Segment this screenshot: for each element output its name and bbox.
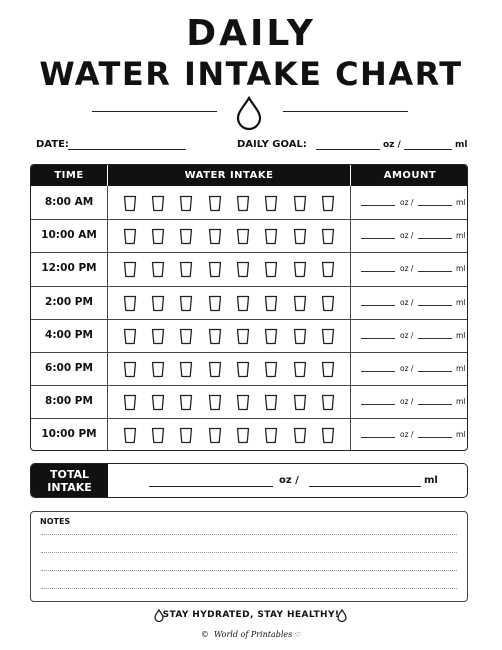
- cup-icon[interactable]: [179, 361, 193, 378]
- col-header-amount: AMOUNT: [383, 170, 437, 181]
- row-amount: [351, 418, 468, 451]
- amount-oz-field[interactable]: [361, 271, 395, 272]
- amount-oz-field[interactable]: [361, 437, 395, 438]
- title-line-1: DAILY: [186, 13, 316, 54]
- cup-icon[interactable]: [321, 261, 335, 278]
- amount-ml-field[interactable]: [418, 338, 452, 339]
- cup-icon[interactable]: [151, 427, 165, 444]
- row-time: 10:00 AM: [41, 229, 97, 242]
- date-field[interactable]: [68, 149, 186, 150]
- row-time: 6:00 PM: [45, 362, 93, 374]
- total-label-line-1: TOTAL: [49, 467, 90, 481]
- notes-line: [41, 588, 457, 589]
- cup-icon[interactable]: [151, 261, 165, 278]
- cup-icon[interactable]: [123, 328, 137, 345]
- cup-icon[interactable]: [264, 228, 278, 245]
- notes-line: [41, 552, 457, 553]
- cup-icon[interactable]: [293, 427, 307, 444]
- cup-icon[interactable]: [321, 328, 335, 345]
- date-label: DATE:: [36, 139, 69, 150]
- copyright-icon: ©: [200, 630, 209, 639]
- amount-ml-field[interactable]: [418, 371, 452, 372]
- total-ml-field[interactable]: [309, 486, 421, 487]
- amount-ml-field[interactable]: [418, 305, 452, 306]
- title-line-2: WATER INTAKE CHART: [39, 55, 463, 93]
- cup-icon[interactable]: [236, 228, 250, 245]
- daily-goal-oz-unit: oz /: [383, 140, 401, 150]
- row-time: 8:00 PM: [45, 395, 93, 408]
- row-amount: [351, 219, 468, 252]
- cup-icon[interactable]: [264, 328, 278, 345]
- table-row: [31, 186, 467, 219]
- cup-icon[interactable]: [151, 195, 165, 212]
- water-drop-icon: [337, 609, 347, 622]
- amount-oz-unit: oz /: [400, 231, 414, 241]
- row-time: 12:00 PM: [41, 262, 97, 275]
- col-header-water-intake: WATER INTAKE: [184, 170, 274, 181]
- amount-ml-field[interactable]: [418, 437, 452, 438]
- total-intake-box: [30, 463, 468, 498]
- footer-slogan: STAY HYDRATED, STAY HEALTHY!: [162, 610, 340, 620]
- cup-icon[interactable]: [321, 228, 335, 245]
- amount-oz-field[interactable]: [361, 238, 395, 239]
- amount-oz-field[interactable]: [361, 305, 395, 306]
- daily-goal-ml-unit: ml: [455, 140, 468, 150]
- total-oz-field[interactable]: [149, 486, 273, 487]
- total-ml-unit: ml: [424, 475, 438, 486]
- cup-icon[interactable]: [123, 361, 137, 378]
- amount-ml-unit: ml: [456, 330, 466, 340]
- cup-icon[interactable]: [151, 295, 165, 312]
- cup-icon[interactable]: [264, 261, 278, 278]
- cup-icon[interactable]: [123, 228, 137, 245]
- cup-icon[interactable]: [179, 261, 193, 278]
- cup-icon[interactable]: [151, 328, 165, 345]
- cup-icon[interactable]: [264, 361, 278, 378]
- cup-icon[interactable]: [123, 427, 137, 444]
- table-row: [31, 418, 467, 451]
- notes-line: [41, 534, 457, 535]
- amount-ml-unit: ml: [456, 297, 466, 307]
- cup-icon[interactable]: [208, 228, 222, 245]
- amount-oz-field[interactable]: [361, 338, 395, 339]
- cup-icon[interactable]: [179, 394, 193, 411]
- cup-icon[interactable]: [123, 261, 137, 278]
- amount-ml-unit: ml: [456, 397, 466, 407]
- cup-icon[interactable]: [208, 361, 222, 378]
- cup-icon[interactable]: [179, 328, 193, 345]
- notes-line: [41, 570, 457, 571]
- cup-icon[interactable]: [264, 394, 278, 411]
- title-divider-right: [283, 111, 408, 112]
- cup-icon[interactable]: [264, 295, 278, 312]
- row-amount: [351, 319, 468, 352]
- amount-oz-unit: oz /: [400, 430, 414, 440]
- amount-oz-unit: oz /: [400, 297, 414, 307]
- brand-name: World of Printables: [213, 630, 293, 639]
- cup-icon[interactable]: [236, 261, 250, 278]
- heart-icon: ♡: [294, 631, 302, 639]
- notes-box[interactable]: [30, 511, 468, 602]
- row-time: 2:00 PM: [45, 295, 93, 308]
- cup-icon[interactable]: [123, 394, 137, 411]
- cup-icon[interactable]: [293, 195, 307, 212]
- cup-icon[interactable]: [264, 195, 278, 212]
- daily-goal-label: DAILY GOAL:: [237, 139, 307, 150]
- daily-goal-oz-field[interactable]: [316, 149, 380, 150]
- cup-icon[interactable]: [293, 328, 307, 345]
- cup-icon[interactable]: [151, 394, 165, 411]
- cup-icon[interactable]: [293, 261, 307, 278]
- amount-ml-unit: ml: [456, 364, 466, 373]
- cup-icon[interactable]: [293, 228, 307, 245]
- amount-oz-unit: oz /: [400, 330, 414, 340]
- row-amount: [351, 352, 468, 385]
- row-time: 8:00 AM: [44, 196, 94, 208]
- cup-icon[interactable]: [208, 261, 222, 278]
- amount-ml-unit: ml: [456, 430, 466, 440]
- table-header: [31, 165, 467, 186]
- cup-icon[interactable]: [236, 394, 250, 411]
- intake-table: [30, 164, 468, 451]
- cup-icon[interactable]: [236, 295, 250, 312]
- cup-icon[interactable]: [179, 195, 193, 212]
- total-intake-label: [31, 464, 108, 497]
- cup-icon[interactable]: [321, 361, 335, 378]
- table-row: [31, 286, 467, 319]
- table-row: [31, 319, 467, 352]
- cup-icon[interactable]: [321, 295, 335, 312]
- row-time: 4:00 PM: [45, 328, 93, 341]
- cup-icon[interactable]: [151, 228, 165, 245]
- table-row: [31, 385, 467, 418]
- row-amount: [351, 186, 468, 219]
- cup-icon[interactable]: [236, 328, 250, 345]
- cup-icon[interactable]: [264, 427, 278, 444]
- row-time: 10:00 PM: [41, 428, 97, 441]
- amount-oz-field[interactable]: [361, 205, 395, 206]
- cup-icon[interactable]: [321, 394, 335, 411]
- amount-ml-unit: ml: [456, 264, 466, 274]
- total-label-line-2: INTAKE: [47, 480, 92, 494]
- amount-oz-unit: oz /: [400, 364, 414, 373]
- amount-oz-field[interactable]: [361, 371, 395, 372]
- cup-icon[interactable]: [179, 295, 193, 312]
- amount-oz-unit: oz /: [400, 264, 414, 274]
- cup-icon[interactable]: [123, 195, 137, 212]
- amount-ml-unit: ml: [456, 198, 466, 207]
- cup-icon[interactable]: [293, 394, 307, 411]
- cup-icon[interactable]: [293, 361, 307, 378]
- brand-line: [0, 630, 502, 639]
- notes-title: NOTES: [40, 517, 71, 526]
- cup-icon[interactable]: [293, 295, 307, 312]
- amount-ml-field[interactable]: [418, 404, 452, 405]
- cup-icon[interactable]: [208, 328, 222, 345]
- amount-ml-field[interactable]: [418, 238, 452, 239]
- cup-icon[interactable]: [236, 427, 250, 444]
- table-row: [31, 252, 467, 285]
- cup-icon[interactable]: [208, 427, 222, 444]
- amount-oz-unit: oz /: [400, 397, 414, 407]
- row-amount: [351, 252, 468, 285]
- cup-icon[interactable]: [179, 228, 193, 245]
- total-oz-unit: oz /: [279, 475, 299, 486]
- daily-goal-ml-field[interactable]: [404, 149, 452, 150]
- amount-ml-field[interactable]: [418, 205, 452, 206]
- cup-icon[interactable]: [208, 295, 222, 312]
- table-row: [31, 219, 467, 252]
- cup-icon[interactable]: [208, 394, 222, 411]
- cup-icon[interactable]: [236, 361, 250, 378]
- row-amount: [351, 286, 468, 319]
- title-divider-left: [92, 111, 217, 112]
- col-header-time: TIME: [54, 170, 84, 181]
- amount-oz-field[interactable]: [361, 404, 395, 405]
- row-amount: [351, 385, 468, 418]
- amount-ml-field[interactable]: [418, 271, 452, 272]
- amount-oz-unit: oz /: [400, 198, 414, 207]
- cup-icon[interactable]: [208, 195, 222, 212]
- cup-icon[interactable]: [123, 295, 137, 312]
- cup-icon[interactable]: [236, 195, 250, 212]
- table-row: [31, 352, 467, 385]
- cup-icon[interactable]: [321, 195, 335, 212]
- cup-icon[interactable]: [321, 427, 335, 444]
- water-drop-icon: [235, 96, 263, 130]
- cup-icon[interactable]: [151, 361, 165, 378]
- amount-ml-unit: ml: [456, 231, 466, 241]
- cup-icon[interactable]: [179, 427, 193, 444]
